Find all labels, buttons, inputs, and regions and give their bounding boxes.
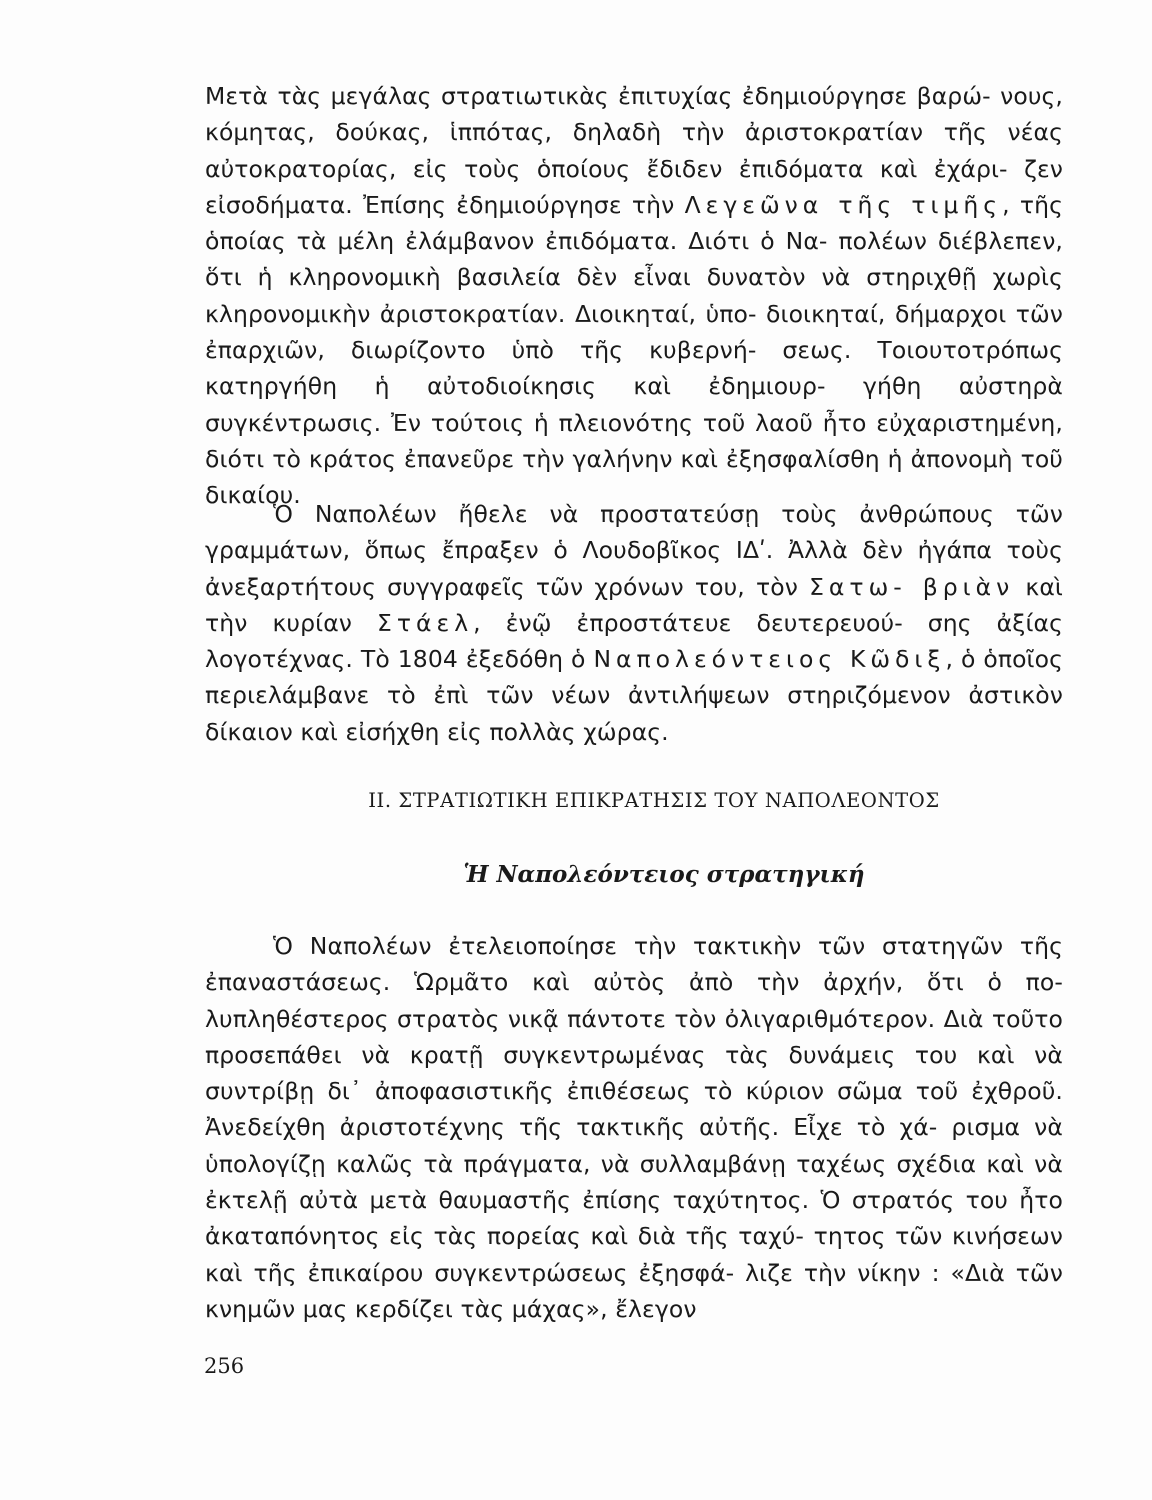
paragraph-text: [205, 78, 1063, 514]
text-segment: , ἐνῷ ἐπροστάτευε δευτερευού- σης ἀξίας λογοτέχνας. Τὸ 1804 ἐξεδόθη ὁ: [205, 608, 1063, 674]
text-segment: Μετὰ τὰς μεγάλας στρατιωτικὰς ἐπιτυχίας ἐδημιούργησε βαρώ- νους, κόμητας, δούκας, ἱππότας, δηλαδὴ τὴν ἀριστοκρατίαν τῆς νέας αὐτοκρατορίας, εἰς τοὺς ὁποίους ἔδιδεν ἐπιδόματα καὶ ἐχάρι- ζεν εἰσοδήματα. Ἐπίσης ἐδημιούργησε τὴν: [205, 82, 1063, 219]
section-heading: ΙΙ. ΣΤΡΑΤΙΩΤΙΚΗ ΕΠΙΚΡΑΤΗΣΙΣ ΤΟΥ ΝΑΠΟΛΕΟΝΤΟΣ: [368, 789, 940, 812]
spaced-emphasis: Λεγεῶνα τῆς τιμῆς: [684, 190, 1003, 219]
paragraph-text: [205, 928, 1063, 1327]
spaced-emphasis: Σατω- βριὰν: [809, 572, 1015, 601]
page-number: 256: [204, 1354, 245, 1378]
text-segment: καὶ τὴν κυρίαν: [205, 572, 1063, 637]
text-segment: Ὁ Ναπολέων ἤθελε νὰ προστατεύσῃ τοὺς ἀνθρώπους τῶν γραμμάτων, ὅπως ἔπραξεν ὁ Λουδοβῖκος ΙΔʹ. Ἀλλὰ δὲν ἠγάπα τοὺς ἀνεξαρτήτους συγγραφεῖς τῶν χρόνων του, τὸν: [205, 500, 1063, 601]
subheading: Ἡ Ναπολεόντειος στρατηγική: [463, 861, 865, 888]
text-segment: Ὁ Ναπολέων ἐτελειοποίησε τὴν τακτικὴν τῶν στατηγῶν τῆς ἐπαναστάσεως. Ὡρμᾶτο καὶ αὐτὸς ἀπὸ τὴν ἀρχήν, ὅτι ὁ πο- λυπληθέστερος στρατὸς νικᾷ πάντοτε τὸν ὀλιγαριθμότερον. Διὰ τοῦτο προσεπάθει νὰ κρατῇ συγκεντρωμένας τὰς δυνάμεις του καὶ νὰ συντρίβῃ δι᾽ ἀποφασιστικῆς ἐπιθέσεως τὸ κύριον σῶμα τοῦ ἐχθροῦ. Ἀνεδείχθη ἀριστοτέχνης τῆς τακτικῆς αὐτῆς. Εἶχε τὸ χά- ρισμα νὰ ὑπολογίζῃ καλῶς τὰ πράγματα, νὰ συλλαμβάνῃ ταχέως σχέδια καὶ νὰ ἐκτελῇ αὐτὰ μετὰ θαυμαστῆς ἐπίσης ταχύτητος. Ὁ στρατός του ἦτο ἀκαταπόνητος εἰς τὰς πορείας καὶ διὰ τῆς ταχύ- τητος τῶν κινήσεων καὶ τῆς ἐπικαίρου συγκεντρώσεως ἐξησφά- λιζε τὴν νίκην : «Διὰ τῶν κνημῶν μας κερδίζει τὰς μάχας», ἔλεγον: [205, 932, 1063, 1323]
spaced-emphasis: Στάελ: [377, 608, 474, 637]
paragraph-letters-and-code: [205, 496, 1063, 750]
paragraph-strategy: [205, 928, 1063, 1327]
text-segment: , ὁ ὁποῖος περιελάμβανε τὸ ἐπὶ τῶν νέων ἀντιλήψεων στηριζόμενον ἀστικὸν δίκαιον καὶ εἰσήχθη εἰς πολλὰς χώρας.: [205, 645, 1063, 746]
paragraph-text: [205, 496, 1063, 750]
spaced-emphasis: Ναπολεόντειος Κῶδιξ: [593, 645, 946, 674]
text-segment: , τῆς ὁποίας τὰ μέλη ἐλάμβανον ἐπιδόματα. Διότι ὁ Να- πολέων διέβλεπεν, ὅτι ἡ κληρονομικὴ βασιλεία δὲν εἶναι δυνατὸν νὰ στηριχθῇ χωρὶς κληρονομικὴν ἀριστοκρατίαν. Διοικηταί, ὑπο- διοικηταί, δήμαρχοι τῶν ἐπαρχιῶν, διωρίζοντο ὑπὸ τῆς κυβερνή- σεως. Τοιουτοτρόπως κατηργήθη ἡ αὐτοδιοίκησις καὶ ἐδημιουρ- γήθη αὐστηρὰ συγκέντρωσις. Ἐν τούτοις ἡ πλειονότης τοῦ λαοῦ ἦτο εὐχαριστημένη, διότι τὸ κράτος ἐπανεῦρε τὴν γαλήνην καὶ ἐξησφαλίσθη ἡ ἀπονομὴ τοῦ δικαίου.: [205, 190, 1064, 510]
paragraph-nobility: [205, 78, 1063, 514]
